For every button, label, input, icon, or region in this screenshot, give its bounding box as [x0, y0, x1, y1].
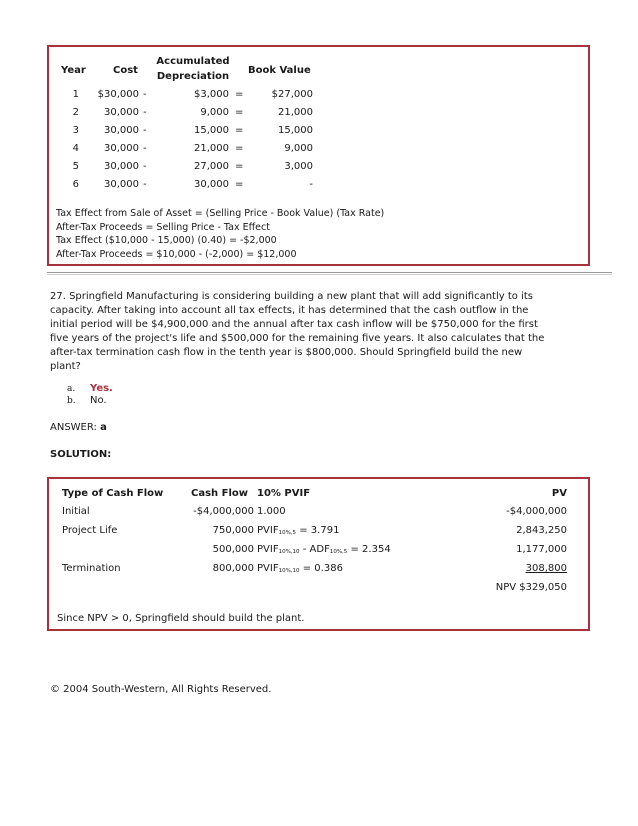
dep-cell-book: 3,000	[284, 161, 313, 172]
header-pvif: 10% PVIF	[257, 488, 311, 499]
dep-cell-year: 3	[72, 125, 79, 136]
answer-label: ANSWER:	[50, 422, 97, 433]
npv-value: NPV $329,050	[495, 582, 567, 593]
row-cash-flow: 750,000	[212, 525, 254, 536]
solution-conclusion: Since NPV > 0, Springfield should build the plant.	[57, 613, 305, 624]
question-line: plant?	[50, 361, 81, 372]
dep-cell-book: 15,000	[278, 125, 313, 136]
dep-cell-cost: 30,000	[104, 125, 139, 136]
dep-cell-year: 6	[72, 179, 79, 190]
answer-value: a	[100, 422, 107, 433]
row-pv: -$4,000,000	[506, 506, 567, 517]
divider-top-shadow	[47, 274, 612, 275]
header-book-value: Book Value	[248, 65, 311, 76]
dep-cell-eq: =	[235, 89, 244, 100]
solution-table-box	[47, 477, 590, 631]
dep-cell-eq: =	[235, 107, 244, 118]
dep-cell-minus: -	[143, 89, 147, 100]
copyright-footer: © 2004 South-Western, All Rights Reserved.	[50, 684, 272, 695]
header-type: Type of Cash Flow	[62, 488, 164, 499]
note-line-1: Tax Effect from Sale of Asset = (Selling Price - Book Value) (Tax Rate)	[56, 208, 385, 219]
answer-line	[50, 422, 107, 433]
dep-cell-eq: =	[235, 161, 244, 172]
note-line-4: After-Tax Proceeds = $10,000 - (-2,000) = $12,000	[56, 249, 297, 260]
dep-cell-book: 21,000	[278, 107, 313, 118]
header-accumulated: Accumulated	[156, 56, 230, 67]
row-pv: 308,800	[525, 563, 567, 574]
option-a-letter: a.	[67, 384, 76, 394]
depreciation-table-box	[47, 45, 590, 266]
dep-cell-minus: -	[143, 107, 147, 118]
note-line-3: Tax Effect ($10,000 - 15,000) (0.40) = -$2,000	[56, 235, 277, 246]
option-b-text: No.	[90, 395, 107, 406]
divider-top	[47, 272, 612, 273]
row-cash-flow: 500,000	[212, 544, 254, 555]
dep-cell-eq: =	[235, 143, 244, 154]
dep-cell-minus: -	[143, 143, 147, 154]
header-depreciation: Depreciation	[156, 71, 230, 82]
option-a-text: Yes.	[90, 383, 113, 394]
dep-cell-accum: $3,000	[194, 89, 229, 100]
dep-cell-year: 4	[72, 143, 79, 154]
header-cost: Cost	[113, 65, 138, 76]
question-line: after-tax termination cash flow in the tenth year is $800,000. Should Springfield build the new	[50, 347, 523, 358]
dep-cell-cost: 30,000	[104, 143, 139, 154]
row-pv: 1,177,000	[516, 544, 567, 555]
question-line: five years of the project's life and $500,000 for the remaining five years. It also calculates that the	[50, 333, 545, 344]
dep-cell-minus: -	[143, 161, 147, 172]
dep-cell-cost: $30,000	[97, 89, 139, 100]
row-pvif: $PVIF_{10\%,10} - ADF_{10\%,5} = 2.354$	[257, 544, 391, 555]
header-cash-flow: Cash Flow	[191, 488, 249, 499]
row-type: Initial	[62, 506, 90, 517]
dep-cell-accum: 30,000	[194, 179, 229, 190]
dep-cell-eq: =	[235, 179, 244, 190]
row-type: Termination	[62, 563, 121, 574]
note-line-2: After-Tax Proceeds = Selling Price - Tax Effect	[56, 222, 270, 233]
row-cash-flow: -$4,000,000	[193, 506, 254, 517]
dep-cell-book: -	[309, 179, 313, 190]
dep-cell-cost: 30,000	[104, 161, 139, 172]
dep-cell-cost: 30,000	[104, 179, 139, 190]
row-pvif: 1.000	[257, 506, 286, 517]
dep-cell-eq: =	[235, 125, 244, 136]
header-pv: PV	[551, 488, 567, 499]
dep-cell-book: 9,000	[284, 143, 313, 154]
row-type: Project Life	[62, 525, 118, 536]
question-line: initial period will be $4,900,000 and the annual after tax cash inflow will be $750,000 for the first	[50, 319, 538, 330]
dep-cell-accum: 15,000	[194, 125, 229, 136]
row-pvif: $PVIF_{10\%,5} = 3.791$	[257, 525, 340, 536]
dep-cell-year: 2	[72, 107, 79, 118]
header-year: Year	[61, 65, 86, 76]
row-pvif: $PVIF_{10\%,10} = 0.386$	[257, 563, 343, 574]
dep-cell-minus: -	[143, 125, 147, 136]
dep-cell-year: 1	[72, 89, 79, 100]
solution-label: SOLUTION:	[50, 449, 112, 460]
dep-cell-book: $27,000	[271, 89, 313, 100]
dep-cell-accum: 27,000	[194, 161, 229, 172]
dep-cell-accum: 9,000	[200, 107, 229, 118]
dep-cell-minus: -	[143, 179, 147, 190]
row-pv: 2,843,250	[516, 525, 567, 536]
dep-cell-year: 5	[72, 161, 79, 172]
dep-cell-accum: 21,000	[194, 143, 229, 154]
row-cash-flow: 800,000	[212, 563, 254, 574]
question-line: 27. Springfield Manufacturing is considering building a new plant that will add significantly to its	[50, 291, 533, 302]
question-line: capacity. After taking into account all tax effects, it has determined that the cash outflow in the	[50, 305, 529, 316]
dep-cell-cost: 30,000	[104, 107, 139, 118]
option-b-letter: b.	[67, 396, 76, 406]
